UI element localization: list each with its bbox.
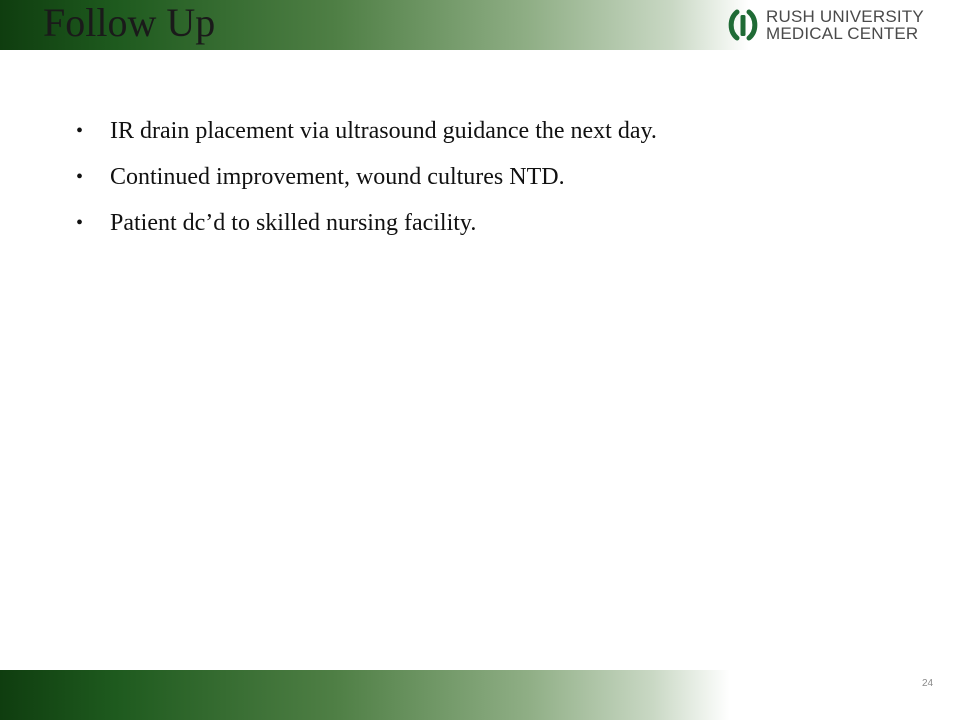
bullet-text: Continued improvement, wound cultures NTD. bbox=[110, 164, 565, 190]
bullet-marker: • bbox=[76, 212, 84, 234]
bullet-item bbox=[76, 108, 657, 154]
logo-line-1: RUSH UNIVERSITY bbox=[766, 7, 924, 26]
bullet-text: Patient dc’d to skilled nursing facility. bbox=[110, 210, 477, 236]
bullet-item bbox=[76, 154, 657, 200]
institution-logo bbox=[726, 6, 952, 44]
page-number: 24 bbox=[922, 678, 934, 689]
logo-line-2: MEDICAL CENTER bbox=[766, 24, 919, 43]
footer-band bbox=[0, 670, 960, 720]
logo-text bbox=[766, 8, 924, 42]
bullet-item bbox=[76, 200, 657, 246]
bullet-list bbox=[76, 108, 657, 246]
bullet-marker: • bbox=[76, 120, 84, 142]
slide-title: Follow Up bbox=[43, 0, 216, 45]
bullet-marker: • bbox=[76, 166, 84, 188]
rush-logo-icon bbox=[726, 6, 760, 44]
bullet-text: IR drain placement via ultrasound guidance the next day. bbox=[110, 118, 657, 144]
